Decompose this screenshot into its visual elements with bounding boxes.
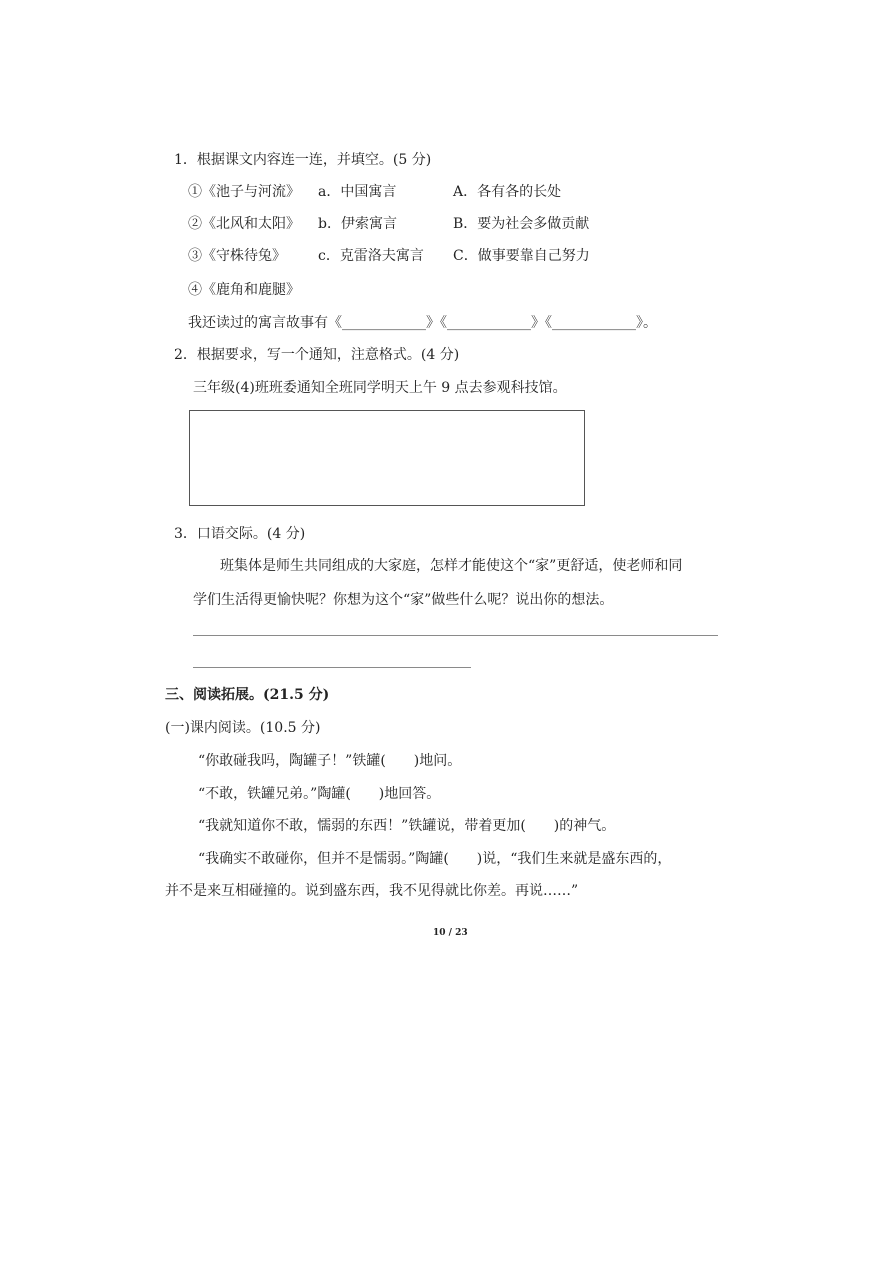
reading-line-3: “我就知道你不敢，懦弱的东西！”铁罐说，带着更加( )的神气。 (198, 818, 616, 834)
q2-title: 2．根据要求，写一个通知，注意格式。(4 分) (174, 347, 460, 363)
q2-prompt: 三年级(4)班班委通知全班同学明天上午 9 点去参观科技馆。 (193, 380, 567, 396)
q1-story-3: ③《守株待兔》 (188, 248, 286, 264)
q1-source-b: b．伊索寓言 (318, 216, 397, 232)
q1-story-4: ④《鹿角和鹿腿》 (188, 282, 300, 298)
q2-answer-box[interactable] (189, 410, 585, 506)
section3-sub-heading: (一)课内阅读。(10.5 分) (165, 720, 321, 736)
q1-fill-line: 我还读过的寓言故事有《____________》《____________》《____________》。 (188, 315, 657, 331)
q1-story-1: ①《池子与河流》 (188, 184, 300, 200)
q3-answer-line-1[interactable] (193, 635, 718, 636)
q1-source-a: a．中国寓言 (318, 184, 397, 200)
q1-source-c: c．克雷洛夫寓言 (318, 248, 424, 264)
q3-title: 3．口语交际。(4 分) (174, 526, 306, 542)
q1-story-2: ②《北风和太阳》 (188, 216, 300, 232)
q3-paragraph-line-2: 学们生活得更愉快呢？你想为这个“家”做些什么呢？说出你的想法。 (193, 592, 614, 608)
q1-moral-a: A．各有各的长处 (453, 184, 562, 200)
section3-heading: 三、阅读拓展。(21.5 分) (165, 687, 330, 703)
q1-moral-c: C．做事要靠自己努力 (453, 248, 590, 264)
page-number: 10 / 23 (433, 928, 468, 938)
reading-line-2: “不敢，铁罐兄弟。”陶罐( )地回答。 (198, 786, 441, 802)
q1-title: 1．根据课文内容连一连，并填空。(5 分) (174, 152, 432, 168)
q1-moral-b: B．要为社会多做贡献 (453, 216, 590, 232)
q3-paragraph-line-1: 班集体是师生共同组成的大家庭，怎样才能使这个“家”更舒适，使老师和同 (220, 558, 683, 574)
reading-line-4: “我确实不敢碰你，但并不是懦弱。”陶罐( )说，“我们生来就是盛东西的， (198, 851, 672, 867)
q3-answer-line-2[interactable] (193, 667, 471, 668)
reading-line-5: 并不是来互相碰撞的。说到盛东西，我不见得就比你差。再说……” (165, 883, 579, 899)
reading-line-1: “你敢碰我吗，陶罐子！”铁罐( )地问。 (198, 753, 462, 769)
